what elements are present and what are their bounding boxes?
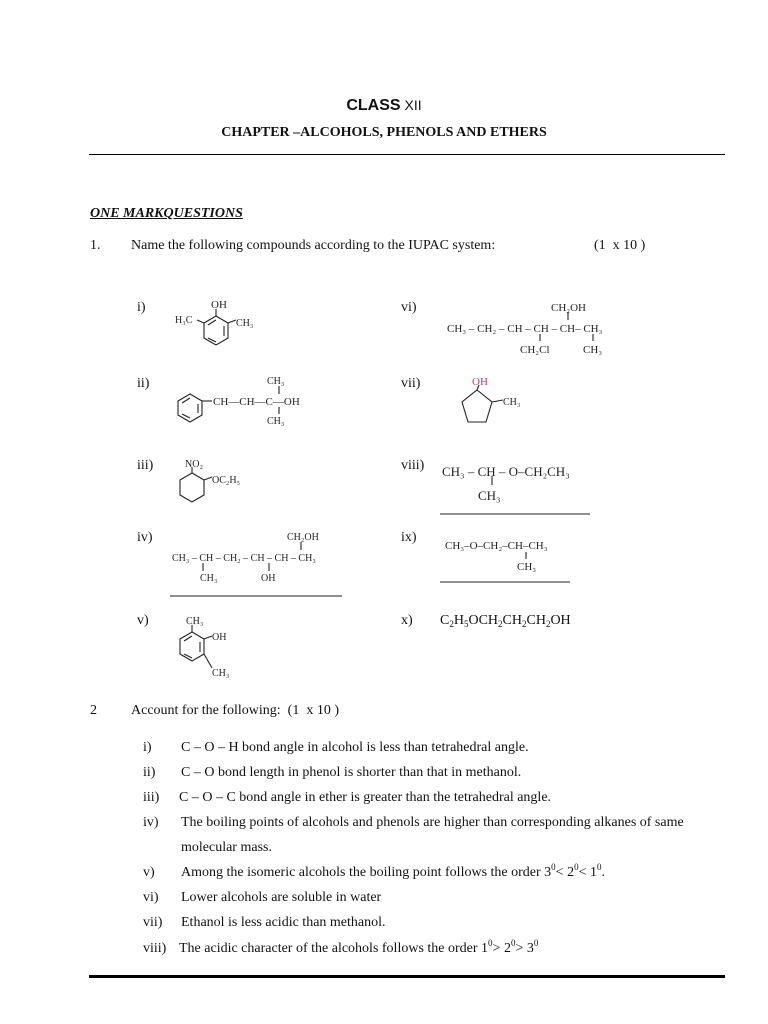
q2-item-label: viii)	[143, 941, 167, 956]
footer-rule	[89, 975, 725, 978]
q2-item-text	[179, 940, 538, 958]
text-part: .	[601, 865, 605, 880]
atom-label-oh: OH	[472, 376, 488, 388]
formula-sub: 2	[498, 619, 503, 629]
ring-bond	[184, 636, 192, 641]
formula-part: C	[440, 613, 450, 628]
atom-label: CH₃ – CH₂ – CH – CH – CH– CH₃	[447, 323, 603, 335]
q2-item-label: ii)	[143, 765, 156, 780]
atom-label: CH₃	[236, 318, 254, 329]
q2-item-text	[181, 864, 605, 882]
text-part: < 1	[578, 865, 597, 880]
formula-part: H	[453, 613, 464, 628]
structure-iv	[170, 528, 350, 598]
ring-bond	[182, 398, 190, 403]
ring-bond	[208, 320, 216, 325]
degree-sup: 0	[574, 862, 579, 872]
q2-item-text: Lower alcohols are soluble in water	[181, 890, 382, 905]
item-label-vi: vi)	[401, 300, 417, 315]
atom-label: CH₃	[212, 668, 230, 679]
formula-part: CH	[526, 613, 546, 628]
structure-i	[170, 298, 270, 358]
q2-item-text: C – O – C bond angle in ether is greater than the tetrahedral angle.	[179, 790, 552, 805]
q2-text: Account for the following: (1 x 10 )	[131, 703, 340, 718]
atom-label: CH₃	[583, 344, 603, 356]
bond	[204, 654, 212, 668]
structure-ix	[440, 532, 600, 588]
formula-sub: 2	[545, 619, 551, 629]
atom-label: OH	[212, 632, 227, 643]
header-rule	[89, 154, 725, 155]
q2-item-label: i)	[143, 740, 152, 755]
q2-number: 2	[90, 703, 97, 718]
item-label-v: v)	[137, 613, 149, 628]
atom-label: H₃C	[175, 315, 193, 326]
text-part: > 3	[515, 941, 534, 956]
structure-v	[170, 612, 270, 682]
atom-label: CH₃	[503, 397, 521, 408]
atom-label: CH₃–O–CH₂–CH–CH₃	[445, 540, 548, 552]
degree-sup: 0	[533, 938, 539, 948]
degree-sup: 0	[488, 938, 493, 948]
structure-ii	[170, 372, 320, 436]
atom-label: CH₃	[267, 416, 285, 427]
class-roman: XII	[404, 97, 422, 113]
class-label: CLASS	[346, 97, 401, 114]
item-label-i: i)	[137, 300, 146, 315]
atom-label: CH₂Cl	[520, 344, 550, 356]
atom-label: CH₂OH	[551, 302, 587, 314]
q2-item-label: v)	[143, 865, 155, 880]
structure-viii	[440, 458, 600, 518]
formula-sub: 2	[521, 619, 527, 629]
item-label-ii: ii)	[137, 376, 150, 391]
atom-label: CH₃	[186, 616, 204, 627]
q2-item-label: iv)	[143, 815, 159, 830]
q1-text: Name the following compounds according to the IUPAC system:	[131, 238, 496, 253]
q2-item-text-cont: molecular mass.	[181, 840, 272, 855]
cyclopentane-ring	[462, 390, 492, 422]
cyclohexane-ring	[180, 473, 204, 502]
formula-sub: 2	[449, 619, 454, 629]
chapter-title: CHAPTER –ALCOHOLS, PHENOLS AND ETHERS	[221, 125, 547, 140]
q1-number: 1.	[90, 238, 101, 253]
atom-label: CH₃ – CH – CH₂ – CH – CH – CH₃	[172, 553, 316, 564]
atom-label: CH₃	[200, 573, 218, 584]
atom-label: CH₃	[478, 488, 501, 503]
bond	[204, 636, 212, 639]
atom-label: OH	[211, 299, 227, 311]
atom-label: CH—CH—C—OH	[213, 396, 300, 408]
page-header	[0, 97, 768, 115]
item-label-x: x)	[401, 613, 413, 628]
formula-x	[440, 612, 571, 630]
item-label-iv: iv)	[137, 530, 153, 545]
text-part: < 2	[555, 865, 575, 880]
degree-sup: 0	[551, 862, 556, 872]
q2-item-label: vi)	[143, 890, 159, 905]
item-label-iii: iii)	[137, 458, 154, 473]
bond	[197, 320, 204, 323]
q2-item-text: Ethanol is less acidic than methanol.	[181, 915, 386, 930]
q2-item-label: vii)	[143, 915, 163, 930]
bond	[228, 320, 236, 323]
formula-sub: 5	[463, 619, 469, 629]
atom-label: NO₂	[185, 459, 203, 470]
item-label-viii: viii)	[401, 458, 425, 473]
bond	[204, 477, 212, 480]
q2-item-text: C – O – H bond angle in alcohol is less than tetrahedral angle.	[181, 740, 529, 755]
structure-iii	[170, 455, 270, 515]
structure-vi	[445, 298, 645, 360]
degree-sup: 0	[510, 938, 516, 948]
item-label-ix: ix)	[401, 530, 417, 545]
atom-label: OC₂H₅	[212, 475, 241, 486]
atom-label: CH₃	[267, 376, 285, 387]
formula-part: OH	[550, 613, 571, 628]
bond	[492, 400, 503, 402]
degree-sup: 0	[596, 862, 602, 872]
q1-marks: (1 x 10 )	[594, 238, 646, 253]
q2-item-label: iii)	[143, 790, 160, 805]
atom-label: CH₃ – CH – O–CH₂CH₃	[442, 464, 570, 479]
formula-part: OCH	[468, 613, 499, 628]
formula-part: CH	[502, 613, 522, 628]
q2-item-text: The boiling points of alcohols and phenols are higher than corresponding alkanes of same	[181, 815, 684, 830]
atom-label: CH₂OH	[287, 532, 319, 543]
atom-label: OH	[261, 573, 276, 584]
item-label-vii: vii)	[401, 376, 421, 391]
structure-vii	[445, 372, 565, 432]
section-title: ONE MARKQUESTIONS	[90, 206, 243, 221]
text-part: The acidic character of the alcohols follows the order 1	[179, 941, 489, 956]
atom-label: CH₃	[517, 561, 537, 573]
q2-item-text: C – O bond length in phenol is shorter than that in methanol.	[181, 765, 522, 780]
text-part: > 2	[492, 941, 511, 956]
text-part: Among the isomeric alcohols the boiling point follows the order 3	[181, 865, 552, 880]
